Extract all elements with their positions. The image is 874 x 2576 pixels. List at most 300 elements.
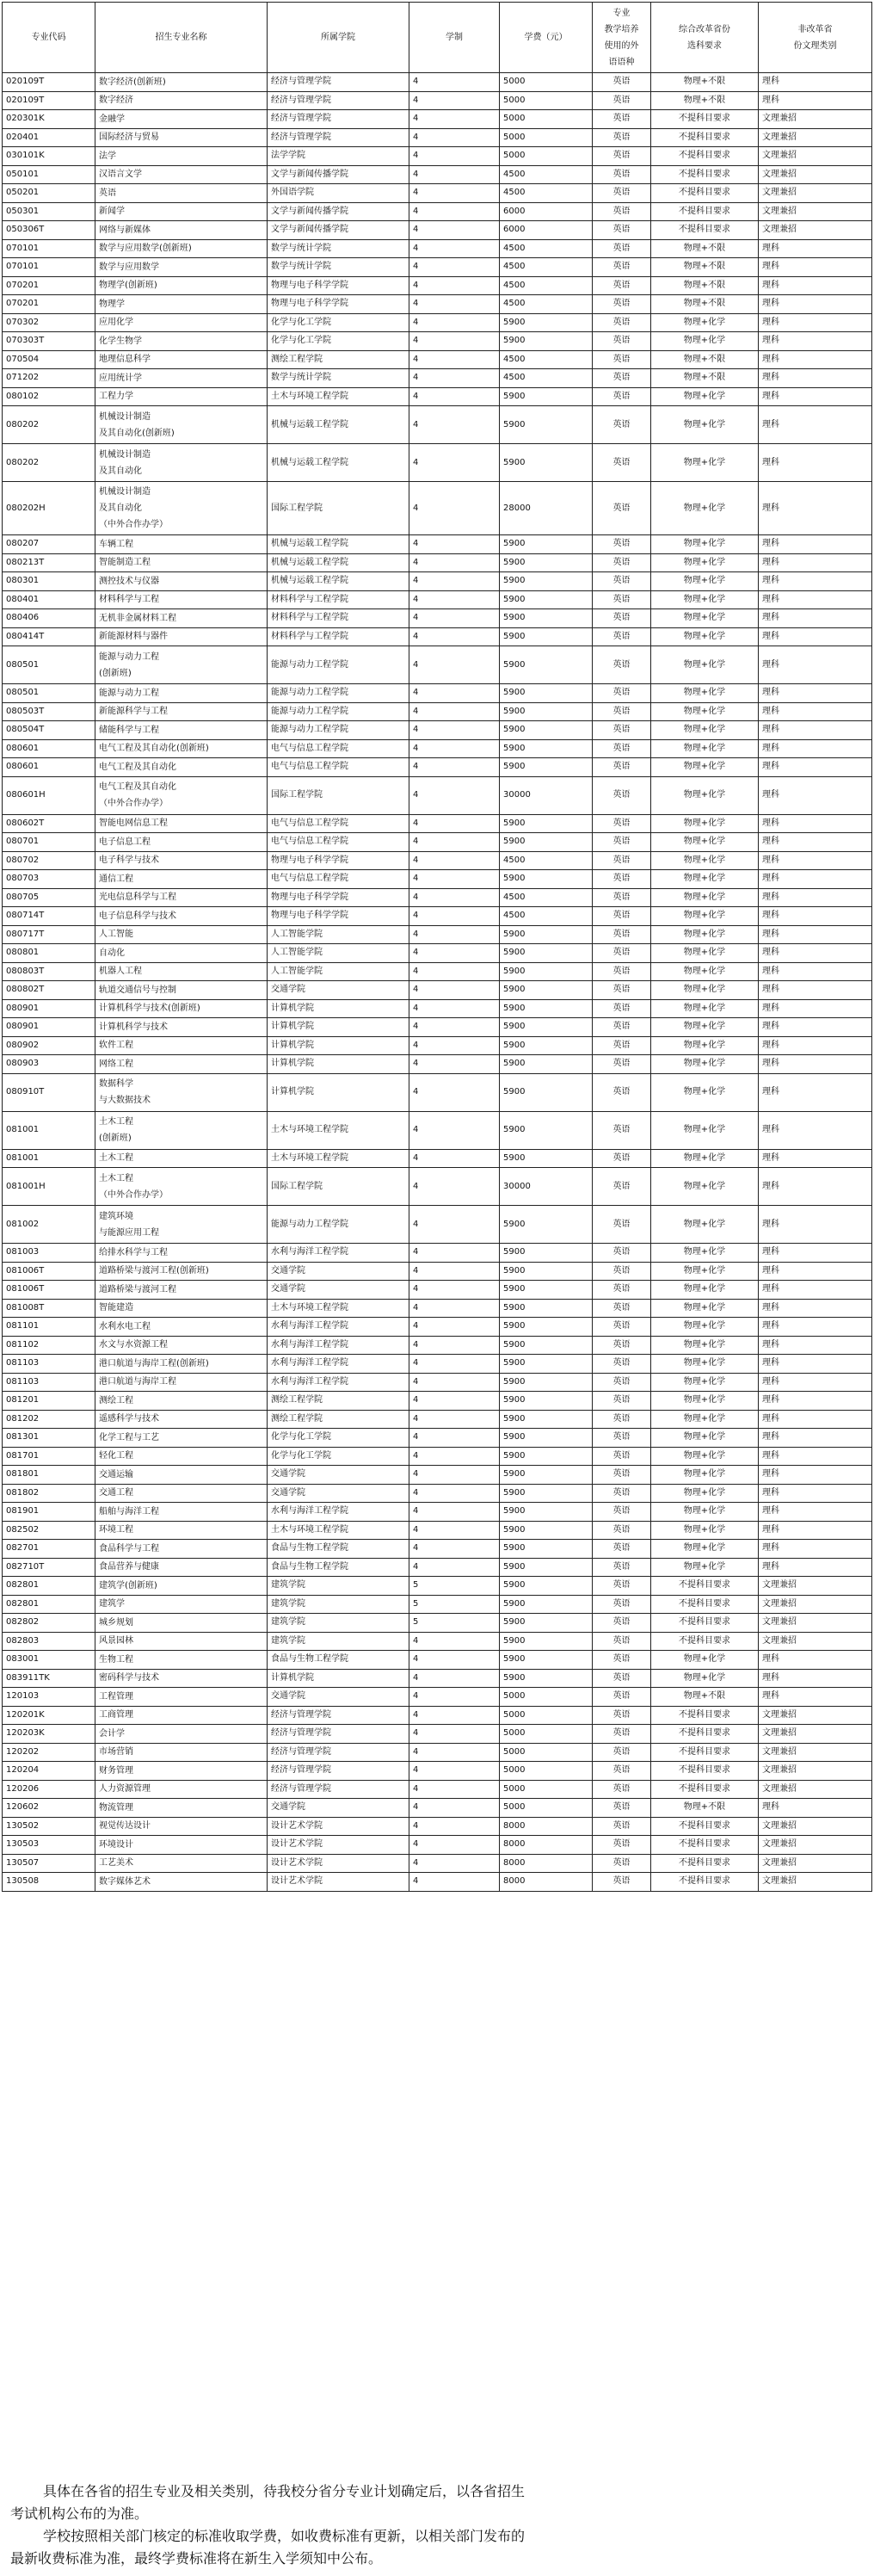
cell-major-code: 080102 (3, 387, 95, 406)
major-name-line: 工商管理 (99, 1710, 133, 1720)
cell-major-code: 081006T (3, 1281, 95, 1300)
cell-major-code: 080202 (3, 444, 95, 482)
major-name-line: 人力资源管理 (99, 1784, 151, 1795)
cell-college: 文学与新闻传播学院 (268, 202, 409, 221)
major-name-line: 视觉传达设计 (99, 1821, 151, 1832)
cell-subject-requirement: 不提科目要求 (651, 1817, 759, 1836)
cell-category: 理科 (759, 1799, 872, 1818)
table-row (3, 258, 872, 277)
cell-language: 英语 (593, 110, 651, 129)
major-name-line: 车辆工程 (99, 539, 133, 549)
cell-subject-requirement: 物理+化学 (651, 590, 759, 609)
cell-subject-requirement: 物理+化学 (651, 1521, 759, 1540)
cell-subject-requirement: 物理+化学 (651, 1018, 759, 1037)
cell-length: 4 (409, 313, 500, 332)
cell-subject-requirement: 物理+化学 (651, 1447, 759, 1466)
cell-length: 4 (409, 1503, 500, 1522)
cell-category: 理科 (759, 925, 872, 944)
cell-major-name (95, 110, 268, 129)
cell-college: 水利与海洋工程学院 (268, 1336, 409, 1355)
cell-language: 英语 (593, 814, 651, 833)
cell-language: 英语 (593, 1392, 651, 1411)
cell-subject-requirement: 不提科目要求 (651, 1725, 759, 1744)
cell-length: 4 (409, 758, 500, 777)
cell-language: 英语 (593, 627, 651, 646)
cell-fee: 5900 (500, 1336, 593, 1355)
table-row (3, 1466, 872, 1485)
cell-length: 4 (409, 776, 500, 814)
cell-category: 理科 (759, 1055, 872, 1074)
cell-college: 计算机学院 (268, 1036, 409, 1055)
cell-major-code: 080902 (3, 1036, 95, 1055)
cell-fee: 8000 (500, 1817, 593, 1836)
cell-college: 土木与环境工程学院 (268, 1111, 409, 1149)
cell-category: 理科 (759, 962, 872, 981)
major-name-line: 机械设计制造 (99, 487, 151, 497)
cell-language: 英语 (593, 1817, 651, 1836)
major-name-line: 无机非金属材料工程 (99, 613, 176, 623)
major-name-line: 轨道交通信号与控制 (99, 985, 176, 995)
note-line: 考试机构公布的为准。 (10, 2505, 149, 2522)
cell-category: 理科 (759, 702, 872, 721)
table-header-row (3, 3, 872, 73)
cell-major-code: 080207 (3, 535, 95, 554)
major-name-line: 环境工程 (99, 1525, 133, 1535)
cell-fee: 5900 (500, 609, 593, 628)
cell-category: 理科 (759, 1688, 872, 1707)
cell-fee: 5900 (500, 925, 593, 944)
cell-college: 数学与统计学院 (268, 369, 409, 388)
major-name-line: 给排水科学与工程 (99, 1247, 168, 1257)
cell-fee: 5900 (500, 721, 593, 740)
cell-language: 英语 (593, 276, 651, 295)
cell-major-name (95, 925, 268, 944)
cell-major-code: 080701 (3, 833, 95, 852)
table-row (3, 221, 872, 240)
cell-length: 4 (409, 1111, 500, 1149)
cell-language: 英语 (593, 944, 651, 963)
major-name-line: 密码科学与技术 (99, 1673, 159, 1683)
cell-major-name (95, 1355, 268, 1374)
cell-major-name (95, 239, 268, 258)
table-row (3, 702, 872, 721)
cell-college: 材料科学与工程学院 (268, 627, 409, 646)
cell-length: 4 (409, 184, 500, 203)
cell-category: 理科 (759, 1244, 872, 1263)
cell-length: 4 (409, 646, 500, 684)
cell-major-code: 080202H (3, 482, 95, 535)
cell-length: 4 (409, 221, 500, 240)
cell-fee: 6000 (500, 221, 593, 240)
cell-college: 计算机学院 (268, 1073, 409, 1111)
cell-fee: 5900 (500, 814, 593, 833)
cell-category: 理科 (759, 350, 872, 369)
cell-language: 英语 (593, 482, 651, 535)
cell-language: 英语 (593, 202, 651, 221)
table-row (3, 1614, 872, 1633)
cell-major-code: 081901 (3, 1503, 95, 1522)
table-row (3, 276, 872, 295)
cell-major-code: 082710T (3, 1558, 95, 1577)
cell-language: 英语 (593, 739, 651, 758)
table-row (3, 1799, 872, 1818)
cell-major-code: 070504 (3, 350, 95, 369)
cell-college: 机械与运载工程学院 (268, 553, 409, 572)
cell-category: 理科 (759, 758, 872, 777)
cell-category: 理科 (759, 1410, 872, 1429)
cell-major-name (95, 758, 268, 777)
cell-fee: 5900 (500, 1503, 593, 1522)
table-row (3, 1577, 872, 1596)
cell-college: 建筑学院 (268, 1614, 409, 1633)
cell-major-code: 081101 (3, 1318, 95, 1337)
cell-language: 英语 (593, 444, 651, 482)
major-name-line: 交通运输 (99, 1469, 133, 1480)
cell-category: 理科 (759, 91, 872, 110)
major-name-line: 机械设计制造 (99, 449, 151, 460)
cell-college: 土木与环境工程学院 (268, 1149, 409, 1168)
cell-college: 经济与管理学院 (268, 1743, 409, 1762)
cell-major-name (95, 1503, 268, 1522)
cell-length: 4 (409, 1392, 500, 1411)
cell-fee: 30000 (500, 1168, 593, 1206)
major-name-line: 网络工程 (99, 1059, 133, 1069)
major-name-line: 水利水电工程 (99, 1321, 151, 1331)
table-row (3, 313, 872, 332)
cell-subject-requirement: 物理+化学 (651, 313, 759, 332)
header-category-line: 份文理类别 (793, 40, 837, 51)
cell-subject-requirement: 物理+化学 (651, 833, 759, 852)
cell-length: 4 (409, 91, 500, 110)
cell-college: 计算机学院 (268, 1055, 409, 1074)
cell-major-code: 050306T (3, 221, 95, 240)
cell-fee: 5900 (500, 1036, 593, 1055)
cell-college: 电气与信息工程学院 (268, 833, 409, 852)
major-name-line: 智能建造 (99, 1303, 133, 1313)
cell-subject-requirement: 不提科目要求 (651, 147, 759, 166)
table-row (3, 147, 872, 166)
cell-college: 材料科学与工程学院 (268, 609, 409, 628)
cell-fee: 4500 (500, 165, 593, 184)
table-row (3, 1055, 872, 1074)
cell-subject-requirement: 物理+化学 (651, 962, 759, 981)
cell-college: 国际工程学院 (268, 776, 409, 814)
cell-major-code: 080202 (3, 406, 95, 444)
major-name-line: 财务管理 (99, 1765, 133, 1776)
cell-language: 英语 (593, 387, 651, 406)
cell-major-code: 070101 (3, 258, 95, 277)
cell-fee: 5900 (500, 1318, 593, 1337)
cell-subject-requirement: 物理+化学 (651, 1299, 759, 1318)
cell-major-name (95, 535, 268, 554)
cell-language: 英语 (593, 147, 651, 166)
cell-subject-requirement: 物理+化学 (651, 1466, 759, 1485)
cell-college: 国际工程学院 (268, 1168, 409, 1206)
cell-major-name (95, 944, 268, 963)
cell-fee: 5900 (500, 999, 593, 1018)
cell-length: 5 (409, 1614, 500, 1633)
cell-fee: 5000 (500, 1762, 593, 1781)
cell-fee: 5900 (500, 1669, 593, 1688)
cell-college: 计算机学院 (268, 1669, 409, 1688)
cell-major-code: 081301 (3, 1429, 95, 1448)
cell-language: 英语 (593, 1373, 651, 1392)
cell-subject-requirement: 物理+化学 (651, 332, 759, 351)
table-row (3, 1836, 872, 1855)
cell-fee: 5900 (500, 1206, 593, 1244)
cell-language: 英语 (593, 684, 651, 703)
cell-major-code: 130507 (3, 1854, 95, 1873)
cell-major-code: 081103 (3, 1355, 95, 1374)
cell-category: 文理兼招 (759, 1780, 872, 1799)
cell-language: 英语 (593, 1206, 651, 1244)
cell-length: 4 (409, 1447, 500, 1466)
cell-major-name (95, 1149, 268, 1168)
table-row (3, 646, 872, 684)
cell-college: 经济与管理学院 (268, 1780, 409, 1799)
cell-college: 人工智能学院 (268, 925, 409, 944)
cell-language: 英语 (593, 833, 651, 852)
cell-major-code: 080503T (3, 702, 95, 721)
table-row (3, 1355, 872, 1374)
cell-language: 英语 (593, 165, 651, 184)
major-name-line: 建筑学 (99, 1599, 125, 1609)
cell-category: 理科 (759, 646, 872, 684)
cell-major-name (95, 1373, 268, 1392)
cell-college: 设计艺术学院 (268, 1854, 409, 1873)
cell-language: 英语 (593, 609, 651, 628)
cell-major-name (95, 553, 268, 572)
cell-category: 理科 (759, 627, 872, 646)
cell-fee: 5900 (500, 1018, 593, 1037)
cell-category: 理科 (759, 444, 872, 482)
cell-category: 理科 (759, 1355, 872, 1374)
cell-length: 4 (409, 1836, 500, 1855)
cell-category: 理科 (759, 1521, 872, 1540)
cell-length: 4 (409, 888, 500, 907)
cell-major-name (95, 91, 268, 110)
cell-major-name (95, 999, 268, 1018)
cell-major-code: 080601H (3, 776, 95, 814)
cell-fee: 4500 (500, 184, 593, 203)
table-row (3, 1244, 872, 1263)
cell-college: 交通学院 (268, 1466, 409, 1485)
major-name-line: 会计学 (99, 1728, 125, 1739)
cell-length: 4 (409, 684, 500, 703)
cell-length: 4 (409, 73, 500, 92)
table-row (3, 1281, 872, 1300)
major-name-line: 应用统计学 (99, 373, 142, 383)
cell-fee: 5900 (500, 1521, 593, 1540)
cell-college: 交通学院 (268, 1688, 409, 1707)
cell-major-name (95, 1281, 268, 1300)
cell-length: 4 (409, 1521, 500, 1540)
table-row (3, 627, 872, 646)
cell-major-code: 081102 (3, 1336, 95, 1355)
table-row (3, 721, 872, 740)
cell-length: 4 (409, 147, 500, 166)
cell-fee: 5000 (500, 128, 593, 147)
table-row (3, 1447, 872, 1466)
cell-subject-requirement: 物理+化学 (651, 1168, 759, 1206)
table-row (3, 1817, 872, 1836)
cell-category: 理科 (759, 814, 872, 833)
cell-language: 英语 (593, 870, 651, 889)
cell-length: 5 (409, 1577, 500, 1596)
cell-language: 英语 (593, 1018, 651, 1037)
cell-category: 理科 (759, 406, 872, 444)
cell-fee: 5000 (500, 1780, 593, 1799)
major-name-line: 食品科学与工程 (99, 1543, 159, 1554)
cell-category: 理科 (759, 369, 872, 388)
table-row (3, 239, 872, 258)
table-row (3, 833, 872, 852)
cell-length: 4 (409, 1799, 500, 1818)
cell-college: 化学与化工学院 (268, 313, 409, 332)
cell-subject-requirement: 物理+化学 (651, 1429, 759, 1448)
table-row (3, 128, 872, 147)
cell-major-code: 080414T (3, 627, 95, 646)
table-row (3, 758, 872, 777)
cell-college: 经济与管理学院 (268, 1706, 409, 1725)
cell-fee: 5900 (500, 1055, 593, 1074)
cell-fee: 4500 (500, 295, 593, 314)
table-row (3, 1206, 872, 1244)
cell-category: 理科 (759, 1373, 872, 1392)
cell-major-code: 081801 (3, 1466, 95, 1485)
cell-college: 水利与海洋工程学院 (268, 1244, 409, 1263)
cell-college: 食品与生物工程学院 (268, 1540, 409, 1559)
cell-major-code: 080703 (3, 870, 95, 889)
cell-subject-requirement: 物理+化学 (651, 684, 759, 703)
cell-language: 英语 (593, 128, 651, 147)
cell-major-code: 070101 (3, 239, 95, 258)
table-row (3, 350, 872, 369)
table-row (3, 332, 872, 351)
note-line: 最新收费标准为准，最终学费标准将在新生入学须知中公布。 (10, 2550, 383, 2567)
table-row (3, 1429, 872, 1448)
major-name-line: 食品营养与健康 (99, 1562, 159, 1572)
cell-length: 4 (409, 1706, 500, 1725)
cell-language: 英语 (593, 1244, 651, 1263)
cell-fee: 5900 (500, 944, 593, 963)
cell-subject-requirement: 物理+化学 (651, 572, 759, 591)
major-name-line: 自动化 (99, 948, 125, 958)
cell-college: 电气与信息工程学院 (268, 758, 409, 777)
major-name-line: （中外合作办学） (99, 799, 168, 808)
cell-college: 国际工程学院 (268, 482, 409, 535)
cell-language: 英语 (593, 1799, 651, 1818)
cell-fee: 5900 (500, 627, 593, 646)
major-name-line: 数字经济(创新班) (99, 77, 166, 87)
cell-major-code: 080501 (3, 684, 95, 703)
cell-college: 食品与生物工程学院 (268, 1558, 409, 1577)
cell-fee: 5900 (500, 1073, 593, 1111)
major-name-line: 储能科学与工程 (99, 725, 159, 735)
cell-subject-requirement: 物理+化学 (651, 1484, 759, 1503)
cell-subject-requirement: 物理+不限 (651, 1799, 759, 1818)
cell-major-name (95, 147, 268, 166)
cell-subject-requirement: 物理+化学 (651, 444, 759, 482)
major-name-line: 计算机科学与技术 (99, 1022, 168, 1032)
cell-subject-requirement: 物理+化学 (651, 702, 759, 721)
cell-major-name (95, 369, 268, 388)
cell-major-code: 130503 (3, 1836, 95, 1855)
table-row (3, 684, 872, 703)
major-name-line: 数学与应用数学 (99, 262, 159, 272)
major-name-line: （中外合作办学） (99, 520, 168, 529)
cell-category: 理科 (759, 258, 872, 277)
cell-language: 英语 (593, 572, 651, 591)
cell-language: 英语 (593, 981, 651, 1000)
cell-fee: 5900 (500, 758, 593, 777)
cell-major-code: 120103 (3, 1688, 95, 1707)
table-row (3, 482, 872, 535)
cell-category: 文理兼招 (759, 128, 872, 147)
major-name-line: 物理学 (99, 299, 125, 309)
cell-fee: 5900 (500, 702, 593, 721)
cell-fee: 5900 (500, 1299, 593, 1318)
cell-major-code: 080803T (3, 962, 95, 981)
cell-subject-requirement: 物理+化学 (651, 535, 759, 554)
major-name-line: 汉语言文学 (99, 170, 142, 180)
header-fee: 学费（元） (500, 3, 593, 73)
cell-college: 物理与电子科学学院 (268, 851, 409, 870)
cell-college: 能源与动力工程学院 (268, 646, 409, 684)
cell-length: 4 (409, 721, 500, 740)
cell-major-name (95, 1836, 268, 1855)
cell-language: 英语 (593, 907, 651, 926)
cell-subject-requirement: 物理+不限 (651, 350, 759, 369)
table-row (3, 1018, 872, 1037)
table-row (3, 1669, 872, 1688)
cell-category: 理科 (759, 999, 872, 1018)
cell-fee: 5900 (500, 406, 593, 444)
cell-major-code: 080717T (3, 925, 95, 944)
major-name-line: 土木工程 (99, 1117, 133, 1127)
cell-subject-requirement: 物理+化学 (651, 1355, 759, 1374)
cell-major-name (95, 1706, 268, 1725)
cell-major-name (95, 350, 268, 369)
table-row (3, 387, 872, 406)
cell-college: 机械与运载工程学院 (268, 572, 409, 591)
table-row (3, 888, 872, 907)
cell-major-code: 080910T (3, 1073, 95, 1111)
cell-category: 理科 (759, 1336, 872, 1355)
major-name-line: 机器人工程 (99, 967, 142, 977)
major-name-line: 道路桥梁与渡河工程(创新班) (99, 1266, 209, 1276)
cell-subject-requirement: 物理+化学 (651, 1244, 759, 1263)
cell-major-name (95, 1206, 268, 1244)
cell-college: 水利与海洋工程学院 (268, 1373, 409, 1392)
cell-fee: 5900 (500, 1632, 593, 1651)
major-name-line: 新闻学 (99, 207, 125, 217)
cell-major-code: 081103 (3, 1373, 95, 1392)
cell-major-code: 081008T (3, 1299, 95, 1318)
cell-category: 文理兼招 (759, 1873, 872, 1892)
cell-length: 4 (409, 1725, 500, 1744)
cell-college: 物理与电子科学学院 (268, 276, 409, 295)
cell-fee: 5900 (500, 1614, 593, 1633)
cell-length: 4 (409, 1873, 500, 1892)
cell-major-code: 070303T (3, 332, 95, 351)
cell-fee: 5900 (500, 1484, 593, 1503)
cell-category: 理科 (759, 1149, 872, 1168)
cell-subject-requirement: 物理+化学 (651, 609, 759, 628)
cell-subject-requirement: 物理+化学 (651, 1073, 759, 1111)
cell-length: 4 (409, 1036, 500, 1055)
cell-category: 文理兼招 (759, 1817, 872, 1836)
